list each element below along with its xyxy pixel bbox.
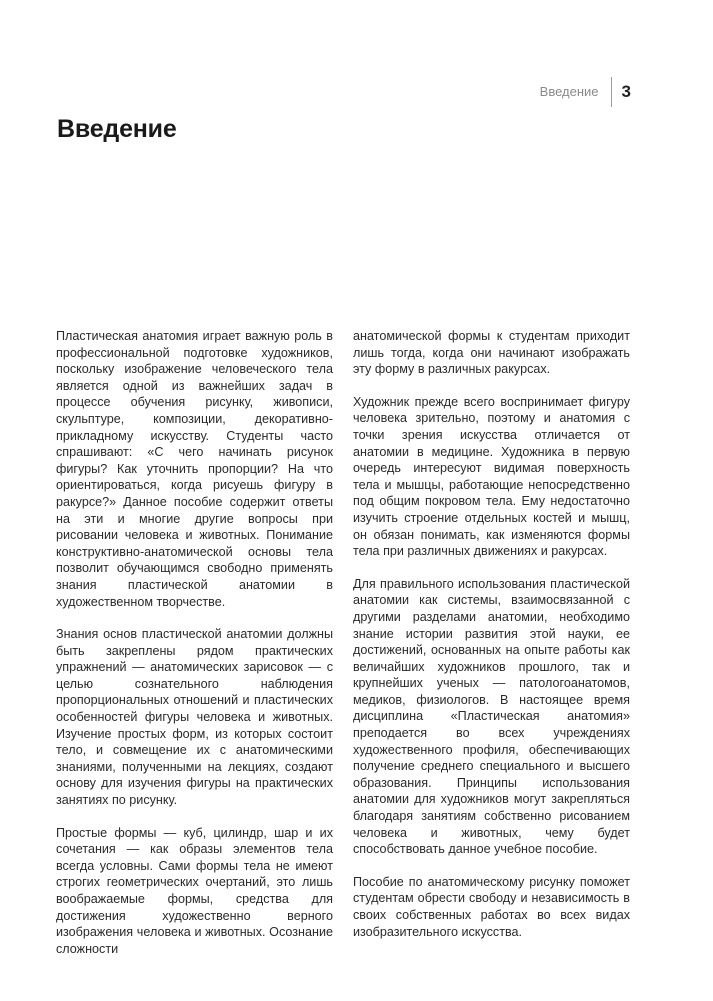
running-header xyxy=(540,77,631,107)
paragraph: Для правильного использования пластической анатомии как системы, взаимосвязанной с другими разделами анатомии, необходимо знание истории развития этой науки, ее достижений, основанных на опыте работы как величайших художников прошлого, так и крупнейших ученых — патологоанатомов, медиков, физиологов. В настоящее время дисциплина «Пластическая анатомия» преподается во всех учреждениях художественного профиля, обеспечивающих получение среднего специального и высшего образования. Принципы использования анатомии для художников могут закрепляться благодаря занятиям собственно рисованием человека и животных, чему будет способствовать данное учебное пособие. xyxy=(353,576,630,857)
paragraph: анатомической формы к студентам приходит лишь тогда, когда они начинают изображать эту форму в различных ракурсах. xyxy=(353,329,630,377)
paragraph: Пластическая анатомия играет важную роль в профессиональной подготовке художников, поскольку изображение человеческого тела является одной из важнейших задач в процессе обучения рисунку, живописи, скульптуре, композиции, декоративно-прикладному искусству. Студенты часто спрашивают: «С чего начинать рисунок фигуры? Как уточнить пропорции? На что ориентироваться, когда рисуешь фигуру в ракурсе?» Данное пособие содержит ответы на эти и многие другие вопросы при рисовании человека и животных. Понимание конструктивно-анатомической основы тела позволит обучающимся свободно применять знания пластической анатомии в художественном творчестве. xyxy=(56,329,333,609)
paragraph: Пособие по анатомическому рисунку поможет студентам обрести свободу и независимость в своих собственных работах во всех видах изобразительного искусства. xyxy=(353,874,630,939)
running-header-section: Введение xyxy=(539,84,599,99)
page-number: 3 xyxy=(621,82,631,101)
left-column xyxy=(56,328,333,973)
chapter-title: Введение xyxy=(57,115,177,143)
right-column xyxy=(353,328,630,956)
paragraph: Знания основ пластической анатомии должны быть закреплены рядом практических упражнений — анатомических зарисовок — с целью сознательного наблюдения пропорциональных отношений и пластических особенностей фигуры человека и животных. Изучение простых форм, из которых состоит тело, и совмещение их с анатомическими знаниями, полученными на лекциях, создают основу для изучения фигуры на практических занятиях по рисунку. xyxy=(56,627,333,808)
paragraph: Простые формы — куб, цилиндр, шар и их сочетания — как образы элементов тела всегда условны. Сами формы тела не имеют строгих геометрических очертаний, это лишь воображаемые формы, средства для достижения художественно верного изображения человека и животных. Осознание сложности xyxy=(56,825,333,956)
paragraph: Художник прежде всего воспринимает фигуру человека зрительно, поэтому и анатомия с точки зрения искусства отличается от анатомии в медицине. Художника в первую очередь интересуют видимая поверхность тела и мышцы, работающие непосредственно под общим покровом тела. Ему недостаточно изучить строение отдельных костей и мышц, он обязан понимать, как изменяются формы тела при различных движениях и ракурсах. xyxy=(353,394,630,559)
